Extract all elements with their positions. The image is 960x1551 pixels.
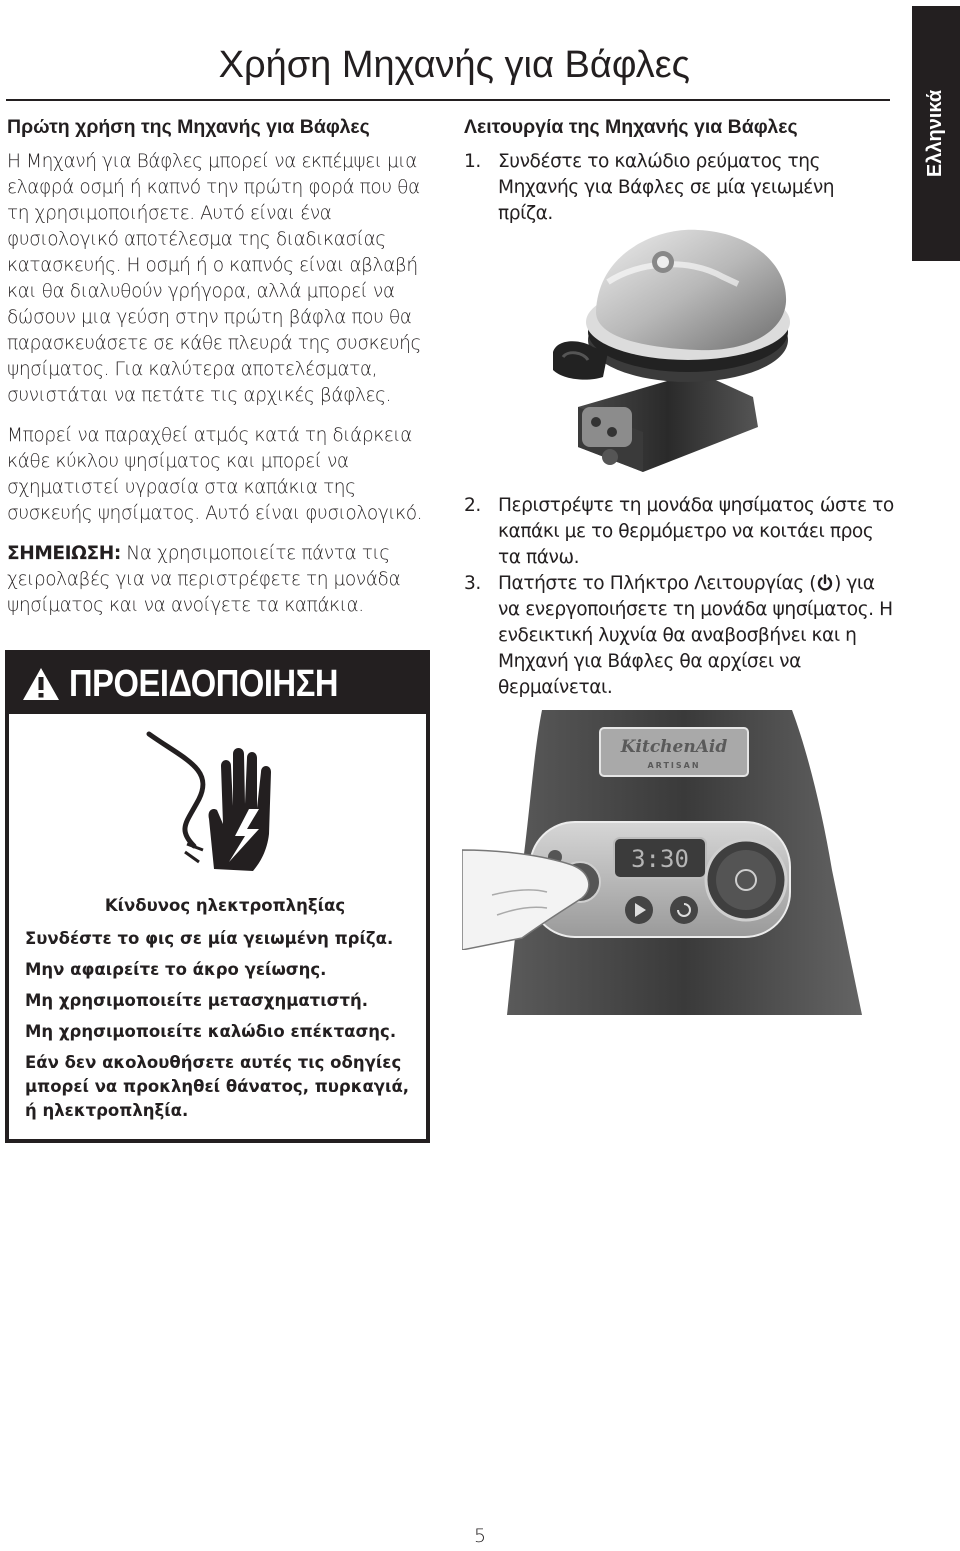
- steps-list-b: [464, 493, 894, 701]
- step-text: Περιστρέψτε τη μονάδα ψησίματος ώστε το καπάκι με το θερμόμετρο να κοιτάει προς τα πάνω.: [498, 495, 894, 568]
- step-1: [464, 149, 894, 227]
- operation-heading: Λειτουργία της Μηχανής για Βάφλες: [464, 116, 798, 138]
- warning-triangle-icon: [21, 666, 61, 702]
- page-title: Χρήση Μηχανής για Βάφλες: [218, 44, 690, 86]
- steam-paragraph: Μπορεί να παραχθεί ατμός κατά τη διάρκεια κάθε κύκλου ψησίματος και μπορεί να σχηματιστεί υγρασία στα καπάκια της συσκευής ψησίματος. Αυτό είναι φυσιολογικό.: [7, 425, 423, 524]
- warning-header: [9, 654, 426, 714]
- step-number: 3.: [464, 573, 481, 594]
- warning-line: Μη χρησιμοποιείτε μετασχηματιστή.: [25, 991, 369, 1010]
- electric-shock-hand-icon: [9, 714, 426, 871]
- step-text-b: ) για να ενεργοποιήσετε τη μονάδα ψησίματος. Η ενδεικτική λυχνία θα αναβοσβήνει και η Μηχανή για Βάφλες θα αρχίσει να θερμαίνεται.: [498, 573, 893, 698]
- language-tab-label: Ελληνικά: [924, 89, 947, 178]
- warning-box: [5, 650, 430, 1143]
- title-rule: [6, 99, 890, 101]
- note-label: ΣΗΜΕΙΩΣΗ:: [7, 543, 121, 564]
- page-number: 5: [473, 1525, 487, 1547]
- step-3: [464, 571, 894, 701]
- hazard-title: Κίνδυνος ηλεκτροπληξίας: [104, 896, 346, 915]
- waffle-maker-illustration: [548, 222, 798, 480]
- control-panel-illustration: [462, 710, 862, 1015]
- warning-line: Εάν δεν ακολουθήσετε αυτές τις οδηγίες μπορεί να προκληθεί θάνατος, πυρκαγιά, ή ηλεκτροπληξία.: [25, 1053, 410, 1120]
- warning-line: Μην αφαιρείτε το άκρο γείωσης.: [25, 960, 327, 979]
- warning-title: ΠΡΟΕΙΔΟΠΟΙΗΣΗ: [69, 662, 339, 705]
- note-text: Να χρησιμοποιείτε πάντα τις χειρολαβές για να περιστρέφετε τη μονάδα ψησίματος και να ανοίγετε τα καπάκια.: [7, 543, 401, 616]
- step-text: Συνδέστε το καλώδιο ρεύματος της Μηχανής για Βάφλες σε μία γειωμένη πρίζα.: [498, 151, 835, 224]
- note-paragraph: [7, 541, 432, 619]
- warning-line: Συνδέστε το φις σε μία γειωμένη πρίζα.: [25, 929, 394, 948]
- language-tab: [912, 6, 960, 261]
- right-column-steps: [464, 493, 894, 701]
- sub-brand-label: ARTISAN: [647, 761, 701, 770]
- steps-list-a: [464, 149, 894, 227]
- brand-label: KitchenAid: [620, 737, 728, 757]
- step-number: 1.: [464, 151, 481, 172]
- power-icon: [816, 574, 834, 592]
- right-column: [464, 116, 894, 227]
- timer-display: 3:30: [631, 845, 689, 873]
- warning-line: Μη χρησιμοποιείτε καλώδιο επέκτασης.: [25, 1022, 397, 1041]
- first-use-paragraph: Η Μηχανή για Βάφλες μπορεί να εκπέμψει μια ελαφρά οσμή ή καπνό την πρώτη φορά που θα τη χρησιμοποιήσετε. Αυτό είναι ένα φυσιολογικό αποτέλεσμα της διαδικασίας κατασκευής. Η οσμή ή ο καπνός είναι αβλαβή και θα διαλυθούν γρήγορα, αλλά μπορεί να δώσουν μια γεύση στην πρώτη βάφλα που θα παρασκευάσετε σε κάθε πλευρά της συσκευής ψησίματος. Για καλύτερα αποτελέσματα, συνιστάται να πετάτε τις αρχικές βάφλες.: [7, 151, 421, 406]
- warning-text: [25, 894, 425, 1130]
- step-2: [464, 493, 894, 571]
- first-use-heading: Πρώτη χρήση της Μηχανής για Βάφλες: [7, 116, 370, 138]
- step-text-a: Πατήστε το Πλήκτρο Λειτουργίας (: [498, 573, 817, 594]
- step-number: 2.: [464, 495, 481, 516]
- left-column: [7, 116, 432, 633]
